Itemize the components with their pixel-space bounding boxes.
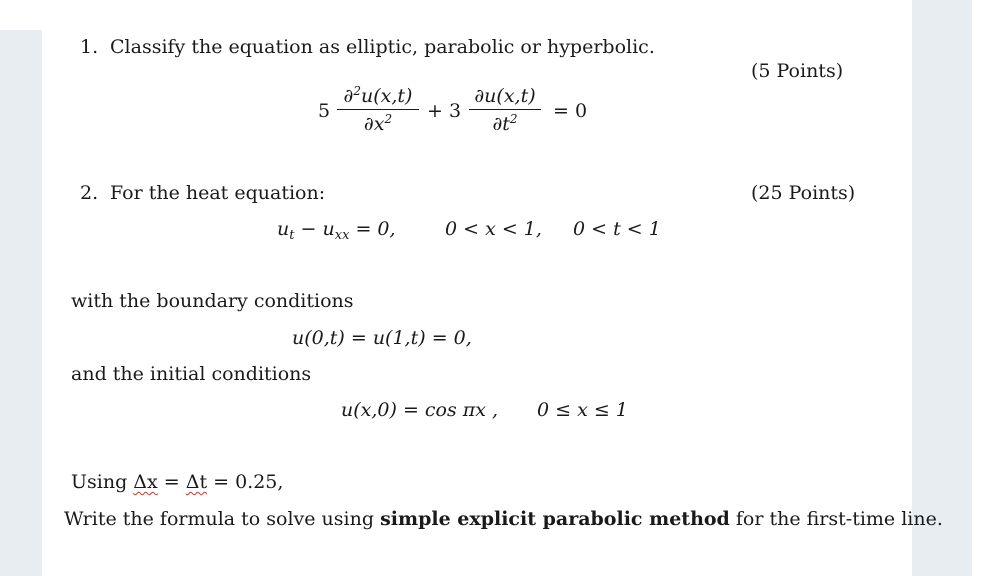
task-instruction — [64, 508, 943, 530]
step-size-prefix: Using — [71, 471, 134, 493]
equation-1-plus-term: + 3 — [427, 100, 462, 122]
fraction-1-bar — [337, 109, 419, 110]
delta-x: Δx — [133, 471, 158, 493]
question-1-number: 1. — [80, 36, 99, 58]
window-edge — [972, 0, 994, 576]
page-gutter — [912, 0, 972, 576]
boundary-conditions-label: with the boundary conditions — [71, 290, 354, 312]
initial-conditions-equation: u(x,0) = cos πx , — [341, 399, 499, 421]
fraction-2-denominator: $\partial t^2$ — [492, 112, 518, 135]
fraction-2-numerator: ∂u(x,t) — [474, 85, 536, 107]
fraction-2-bar — [469, 109, 541, 110]
heat-equation-t-domain: 0 < t < 1 — [573, 218, 661, 240]
question-2-text: For the heat equation: — [110, 182, 326, 204]
step-size-value: = 0.25, — [207, 471, 284, 493]
task-prefix: Write the formula to solve using — [64, 508, 381, 530]
step-size-equals: = — [157, 471, 186, 493]
heat-equation: $u_t - u_{xx} = 0$, — [277, 218, 396, 243]
question-1-text: Classify the equation as elliptic, parabolic or hyperbolic. — [110, 36, 655, 58]
boundary-conditions-equation: u(0,t) = u(1,t) = 0, — [292, 327, 472, 349]
page-top-margin — [0, 0, 994, 30]
equation-1-fraction-2 — [469, 85, 541, 135]
question-2-points: (25 Points) — [751, 182, 856, 204]
task-method: simple explicit parabolic method — [380, 508, 730, 530]
equation-1-fraction-1 — [337, 85, 419, 135]
question-2-number: 2. — [80, 182, 99, 204]
step-size-line — [71, 471, 283, 493]
delta-t: Δt — [185, 471, 208, 493]
initial-conditions-domain: 0 ≤ x ≤ 1 — [537, 399, 628, 421]
equation-1-rhs: = 0 — [553, 100, 588, 122]
task-suffix: for the first-time line. — [729, 508, 943, 530]
question-1-points: (5 Points) — [751, 60, 844, 82]
equation-1-coefficient: 5 — [318, 100, 331, 122]
initial-conditions-label: and the initial conditions — [71, 363, 312, 385]
fraction-1-numerator: ∂$^2$u(x,t) — [343, 84, 413, 107]
heat-equation-x-domain: 0 < x < 1, — [445, 218, 542, 240]
fraction-1-denominator: $\partial x^2$ — [363, 112, 393, 135]
